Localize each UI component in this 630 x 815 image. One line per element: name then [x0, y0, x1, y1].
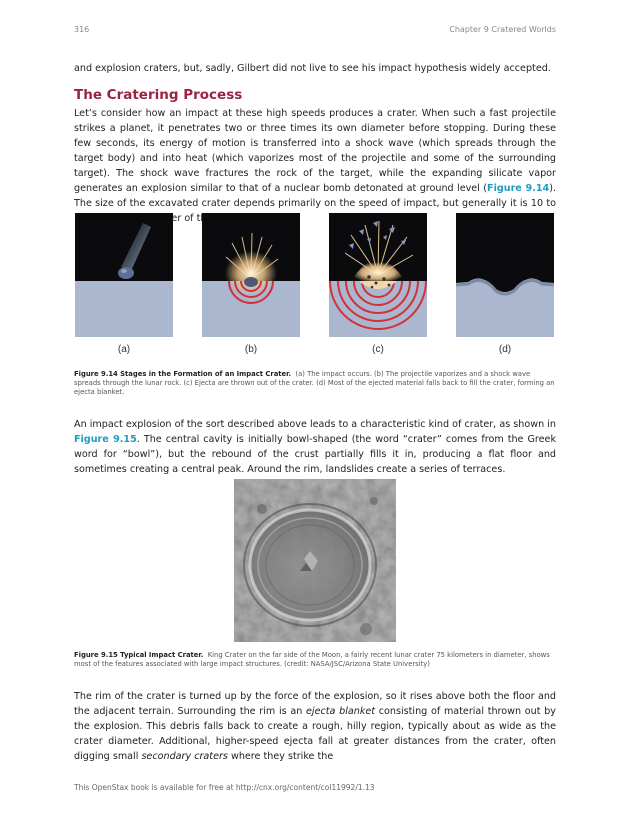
figure-panel-a [75, 213, 173, 337]
panel-label-c: (c) [372, 344, 384, 355]
figure-9-15-link[interactable]: Figure 9.15 [74, 434, 137, 445]
panel-label-b: (b) [244, 344, 258, 355]
para1-text-b: ). The size of the excavated crater depends primarily on the speed of impact, but generally it is 10 to of [74, 183, 556, 224]
footer-note: This OpenStax book is available for free at http://cnx.org/content/col11992/1.13 [74, 783, 375, 792]
panel-label-d: (d) [498, 344, 512, 355]
intro-line: and explosion craters, but, sadly, Gilbert did not live to see his impact hypothesis widely accepted. [74, 63, 551, 74]
section-title: The Cratering Process [74, 87, 243, 103]
term-ejecta-blanket: ejecta blanket [306, 706, 376, 717]
paragraph-cratering [74, 106, 556, 226]
chapter-title: Chapter 9 Cratered Worlds [449, 25, 556, 34]
king-crater-image [234, 479, 396, 642]
figure-panel-c [329, 213, 427, 337]
figure-9-14-caption [74, 370, 556, 397]
page-number: 316 [74, 25, 90, 34]
paragraph-crater-shape [74, 417, 556, 477]
figure-9-15-caption-title: Figure 9.15 Typical Impact Crater. [74, 651, 204, 659]
para2-text-a: An impact explosion of the sort described above leads to a characteristic kind of crater, as shown in [74, 419, 556, 430]
paragraph-crater-rim [74, 689, 556, 764]
figure-9-14-caption-title: Figure 9.14 Stages in the Formation of an Impact Crater. [74, 370, 292, 378]
figure-9-15-caption-text: King Crater on the far side of the Moon, a fairly recent lunar crater 75 kilometers in diameter, shows most of the features associated with large impact structures. (credit: NASA/JSC/Arizona State University) [74, 651, 550, 668]
para3-text-b: consisting of material thrown out by the explosion. This debris falls back to create a rough, hilly region, typically about as wide as the crater diameter. Additional, higher-speed ejecta fall at greater distances from the crater, often digging small [74, 706, 556, 762]
para3-text-a: The rim of the crater is turned up by the force of the explosion, so it rises above both the floor and the adjacent terrain. Surrounding the rim is an [74, 691, 556, 717]
para2-text-b: . The central cavity is initially bowl-shaped (the word “crater” comes from the Greek word for “bowl”), but the rebound of the crust partially fills it in, producing a flat floor and sometimes creating a central peak. Around the rim, landslides create a series of terraces. [74, 434, 556, 475]
para3-text-c: where they strike the [227, 751, 334, 762]
figure-9-14-caption-text: (a) The impact occurs. (b) The projectile vaporizes and a shock wave spreads through the lunar rock. (c) Ejecta are thrown out of the crater. (d) Most of the ejected material falls back to fill the crater, forming an ejecta blanket. [74, 370, 555, 396]
figure-panel-d [456, 213, 554, 337]
term-secondary-craters: secondary craters [141, 751, 228, 762]
figure-9-14-link[interactable]: Figure 9.14 [487, 183, 550, 194]
para1-text-a: Let’s consider how an impact at these high speeds produces a crater. When such a fast projectile strikes a planet, it penetrates two or three times its own diameter before stopping. During these few seconds, its energy of motion is transferred into a shock wave (which spreads through the target body) and into heat (which vaporizes most of the projectile and some of the surrounding target). The shock wave fractures the rock of the target, while the expanding silicate vapor generates an explosion similar to that of a nuclear bomb detonated at ground level ( [74, 108, 556, 194]
panel-label-a: (a) [117, 344, 131, 355]
figure-panel-b [202, 213, 300, 337]
figure-9-15-caption [74, 651, 556, 669]
